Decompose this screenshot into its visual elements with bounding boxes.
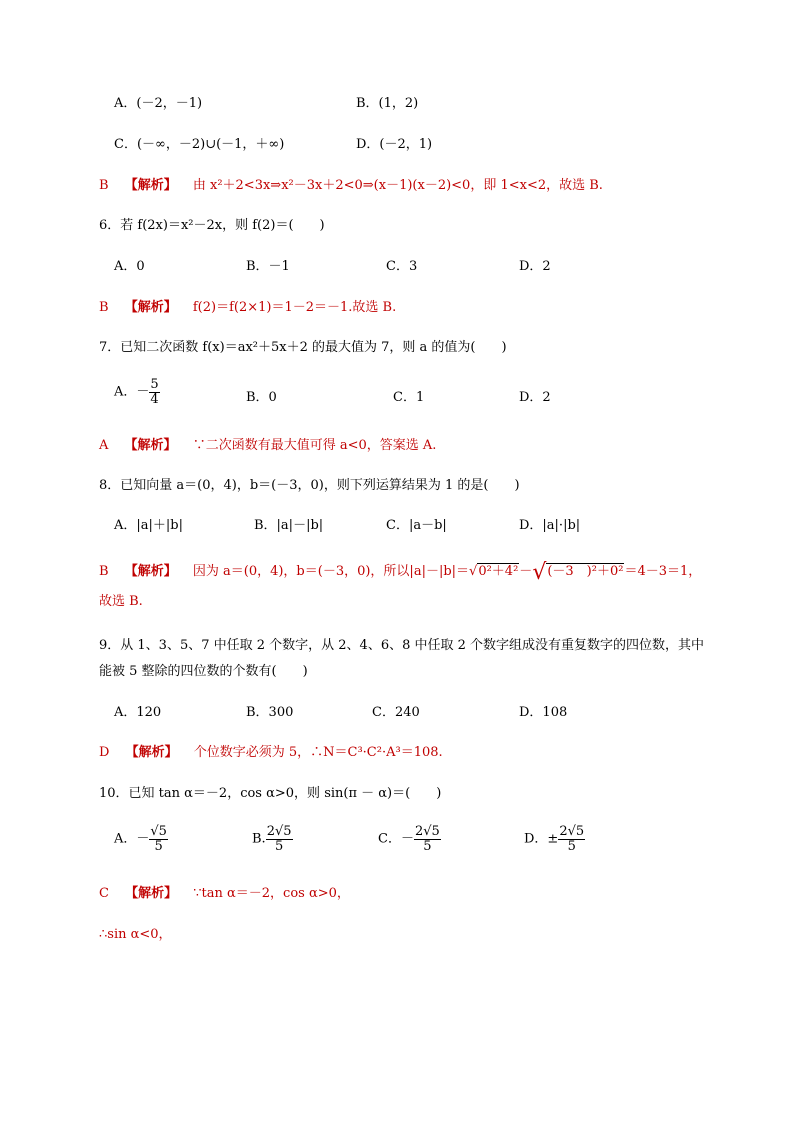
answer-letter: B (99, 178, 109, 193)
denominator: 5 (274, 839, 284, 854)
q8-option-b: B．|a|－|b| (254, 518, 324, 533)
explanation-text: 个位数字必须为 5，∴N＝C³·C²·A³＝108. (193, 745, 443, 760)
sqrt-sign: √ (532, 560, 547, 585)
numerator: 2√5 (414, 824, 440, 839)
q10-option-b (252, 825, 293, 854)
minus-sign: － (519, 564, 533, 579)
explanation-text: 由 x²＋2<3x⇒x²－3x＋2<0⇒(x－1)(x－2)<0，即 1<x<2，故选 B. (192, 178, 603, 193)
denominator: 5 (567, 839, 576, 854)
answer-letter: B (99, 564, 109, 579)
analysis-tag: 【解析】 (125, 886, 178, 901)
explanation-text: ∵tan α＝－2，cos α>0， (193, 886, 350, 901)
explanation-text: 因为 a＝(0，4)，b＝(－3，0)，所以|a|－|b|＝ (192, 564, 470, 579)
answer-letter: A (99, 438, 109, 453)
q6-option-c: C．3 (386, 259, 418, 274)
q9-solution (99, 743, 443, 763)
q10-solution-line2: ∴sin α<0， (99, 927, 172, 942)
q6-stem: 6．若 f(2x)＝x²－2x，则 f(2)＝( ) (99, 218, 325, 233)
q7-option-b: B．0 (246, 390, 277, 405)
option-label: A．－ (114, 384, 150, 400)
numerator: 2√5 (266, 824, 292, 839)
option-label: C．－ (378, 831, 414, 847)
analysis-tag: 【解析】 (124, 178, 177, 193)
analysis-tag: 【解析】 (125, 745, 178, 760)
fraction (558, 825, 585, 854)
q5-option-c: C．(－∞，－2)∪(－1，＋∞) (114, 137, 285, 152)
q9-stem-line2: 能被 5 整除的四位数的个数有( ) (99, 664, 308, 679)
fraction (149, 378, 159, 407)
q8-solution-line2: 故选 B. (99, 594, 143, 609)
q9-option-a: A．120 (114, 705, 162, 720)
q7-option-d: D．2 (519, 390, 551, 405)
q8-option-c: C．|a－b| (386, 518, 447, 533)
q10-stem: 10．已知 tan α＝－2，cos α>0，则 sin(π － α)＝( ) (99, 786, 442, 801)
q8-solution (99, 562, 701, 583)
answer-letter: D (99, 745, 110, 760)
q8-option-d: D．|a|·|b| (519, 518, 581, 533)
denominator: 5 (154, 839, 163, 854)
numerator: √5 (150, 824, 167, 839)
q8-stem: 8．已知向量 a＝(0，4)，b＝(－3，0)，则下列运算结果为 1 的是( ) (99, 478, 520, 493)
q6-solution (99, 298, 396, 318)
option-label: B. (252, 831, 266, 847)
q5-option-a: A．(－2，－1) (114, 96, 203, 111)
q7-option-a (114, 378, 160, 407)
analysis-tag: 【解析】 (124, 564, 177, 579)
radicand: (－3 )²＋0² (547, 564, 624, 579)
q5-option-d: D．(－2，1) (356, 137, 433, 152)
answer-letter: C (99, 886, 109, 901)
answer-letter: B (99, 300, 109, 315)
q10-solution (99, 884, 350, 904)
q7-solution (99, 436, 436, 456)
explanation-text: f(2)＝f(2×1)＝1－2＝－1.故选 B. (192, 300, 397, 315)
q10-option-a (114, 825, 168, 854)
explanation-text: ∵二次函数有最大值可得 a<0，答案选 A. (192, 438, 437, 453)
q6-option-d: D．2 (519, 259, 551, 274)
denominator: 4 (150, 392, 159, 407)
radicand: 0²＋4² (478, 564, 519, 579)
q5-solution (99, 176, 603, 196)
fraction (266, 825, 293, 854)
q10-option-d (524, 825, 585, 854)
explanation-text: ＝4－3＝1， (624, 564, 702, 579)
fraction (414, 825, 441, 854)
q7-stem: 7．已知二次函数 f(x)＝ax²＋5x＋2 的最大值为 7，则 a 的值为( ) (99, 340, 507, 355)
option-label: D．± (524, 831, 559, 847)
q6-option-a: A．0 (114, 259, 145, 274)
analysis-tag: 【解析】 (124, 300, 177, 315)
q7-option-c: C．1 (393, 390, 425, 405)
q8-option-a: A．|a|＋|b| (114, 518, 183, 533)
q5-option-b: B．(1，2) (356, 96, 419, 111)
option-label: A．－ (114, 831, 150, 847)
q6-option-b: B．－1 (246, 259, 290, 274)
q9-option-c: C．240 (372, 705, 420, 720)
q9-option-b: B．300 (246, 705, 294, 720)
fraction (149, 825, 168, 854)
sqrt-sign: √ (469, 564, 478, 579)
analysis-tag: 【解析】 (124, 438, 177, 453)
numerator: 5 (150, 377, 159, 392)
numerator: 2√5 (559, 824, 585, 839)
q9-option-d: D．108 (519, 705, 568, 720)
denominator: 5 (423, 839, 432, 854)
q10-option-c (378, 825, 441, 854)
q9-stem-line1: 9．从 1、3、5、7 中任取 2 个数字，从 2、4、6、8 中任取 2 个数字组成没有重复数字的四位数，其中 (99, 638, 705, 653)
